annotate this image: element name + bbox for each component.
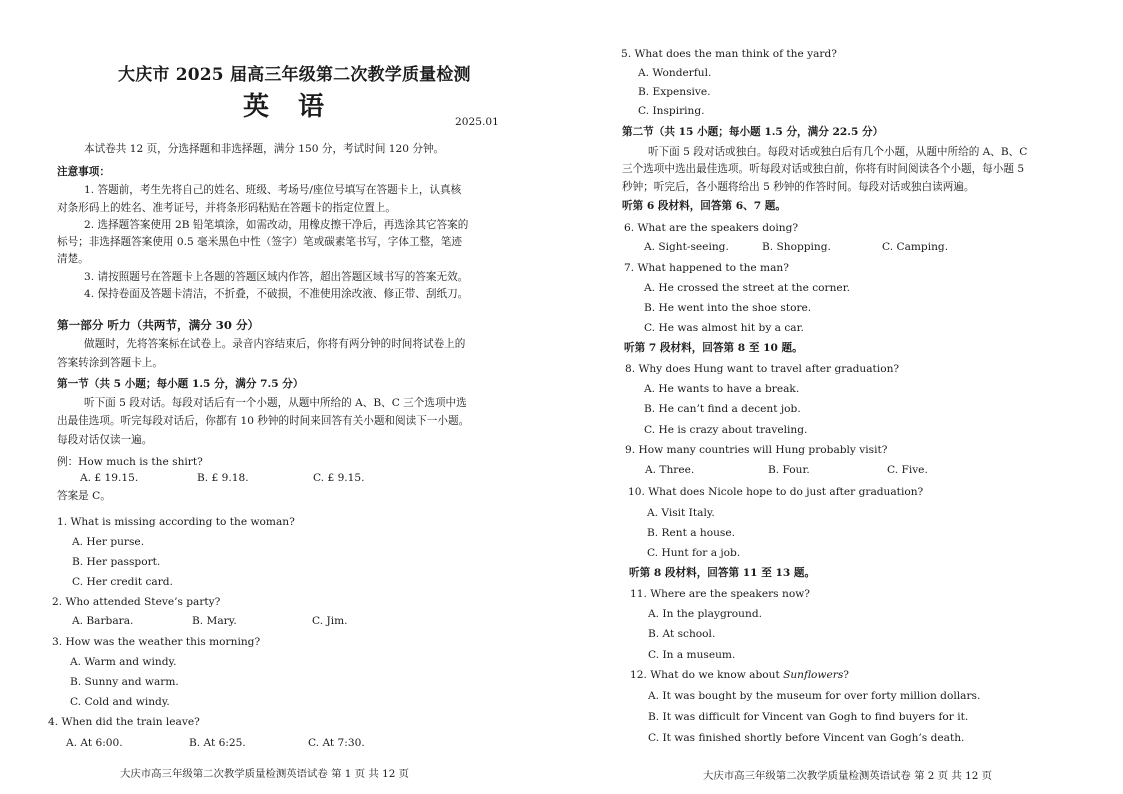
option: B. Sunny and warm. bbox=[70, 676, 179, 688]
option: B. He can’t find a decent job. bbox=[644, 403, 801, 415]
option: B. At school. bbox=[648, 628, 716, 640]
material-heading: 听第 7 段材料，回答第 8 至 10 题。 bbox=[624, 342, 803, 354]
section1-line: 出最佳选项。听完每段对话后，你都有 10 秒钟的时间来回答有关小题和阅读下一小题。 bbox=[57, 415, 470, 427]
question-9: 9. How many countries will Hung probably visit? bbox=[625, 444, 888, 456]
page-footer: 大庆市高三年级第二次教学质量检测英语试卷 第 2 页 共 12 页 bbox=[703, 770, 993, 782]
part1-heading: 第一部分 听力（共两节，满分 30 分） bbox=[57, 318, 260, 332]
material-heading: 听第 6 段材料，回答第 6、7 题。 bbox=[622, 200, 786, 212]
subject-title: 英 语 bbox=[243, 92, 335, 122]
question-2: 2. Who attended Steve’s party? bbox=[52, 596, 221, 608]
page-1 bbox=[0, 0, 561, 794]
option: C. Her credit card. bbox=[72, 576, 173, 588]
page-footer: 大庆市高三年级第二次教学质量检测英语试卷 第 1 页 共 12 页 bbox=[120, 768, 410, 780]
question-8: 8. Why does Hung want to travel after graduation? bbox=[625, 363, 900, 375]
option: C. He was almost hit by a car. bbox=[644, 322, 804, 334]
example-option: B. £ 9.18. bbox=[197, 472, 249, 484]
section2-line: 秒钟；听完后，各小题将给出 5 秒钟的作答时间。每段对话或独白读两遍。 bbox=[622, 181, 975, 193]
notice-heading: 注意事项： bbox=[57, 166, 110, 178]
option: C. It was finished shortly before Vincent van Gogh’s death. bbox=[648, 732, 965, 744]
option: B. Mary. bbox=[192, 615, 237, 627]
notice-line: 对条形码上的姓名、准考证号，并将条形码粘贴在答题卡的指定位置上。 bbox=[57, 202, 396, 214]
example-option: A. £ 19.15. bbox=[80, 472, 139, 484]
section1-heading: 第一节（共 5 小题；每小题 1.5 分，满分 7.5 分） bbox=[57, 378, 304, 390]
page-2 bbox=[562, 0, 1123, 794]
option: A. Her purse. bbox=[72, 536, 145, 548]
option: C. He is crazy about traveling. bbox=[644, 424, 808, 436]
part1-line: 答案转涂到答题卡上。 bbox=[57, 357, 163, 369]
section2-heading: 第二节（共 15 小题；每小题 1.5 分，满分 22.5 分） bbox=[622, 126, 884, 138]
option: A. It was bought by the museum for over forty million dollars. bbox=[648, 690, 981, 702]
notice-line: 4. 保持卷面及答题卡清洁，不折叠，不破损，不准使用涂改液、修正带、刮纸刀。 bbox=[84, 288, 469, 300]
question-4: 4. When did the train leave? bbox=[48, 716, 200, 728]
exam-date: 2025.01 bbox=[455, 116, 499, 128]
notice-line: 2. 选择题答案使用 2B 铅笔填涂，如需改动，用橡皮擦干净后，再选涂其它答案的 bbox=[84, 219, 469, 231]
option: C. Hunt for a job. bbox=[647, 547, 741, 559]
notice-line: 标号；非选择题答案使用 0.5 毫米黑色中性（签字）笔或碳素笔书写，字体工整，笔迹 bbox=[57, 236, 462, 248]
question-1: 1. What is missing according to the woman? bbox=[57, 516, 295, 528]
option: B. Expensive. bbox=[638, 86, 711, 98]
example-question: 例：How much is the shirt? bbox=[57, 456, 203, 468]
question-3: 3. How was the weather this morning? bbox=[52, 636, 261, 648]
question-6: 6. What are the speakers doing? bbox=[624, 222, 799, 234]
section1-line: 听下面 5 段对话。每段对话后有一个小题，从题中所给的 A、B、C 三个选项中选 bbox=[84, 397, 467, 409]
option: C. At 7:30. bbox=[308, 737, 365, 749]
option: C. In a museum. bbox=[648, 649, 736, 661]
question-10: 10. What does Nicole hope to do just after graduation? bbox=[628, 486, 924, 498]
option: A. Visit Italy. bbox=[647, 507, 715, 519]
option: A. Three. bbox=[645, 464, 695, 476]
question-7: 7. What happened to the man? bbox=[624, 262, 789, 274]
question-12-mark: ? bbox=[843, 669, 849, 681]
option: C. Jim. bbox=[312, 615, 348, 627]
section2-line: 听下面 5 段对话或独白。每段对话或独白后有几个小题，从题中所给的 A、B、C bbox=[648, 146, 1028, 158]
section2-line: 三个选项中选出最佳选项。听每段对话或独白前，你将有时间阅读各个小题，每小题 5 bbox=[622, 163, 1025, 175]
option: A. Warm and windy. bbox=[70, 656, 177, 668]
option: A. Barbara. bbox=[72, 615, 134, 627]
option: B. Four. bbox=[768, 464, 810, 476]
option: A. He crossed the street at the corner. bbox=[644, 282, 850, 294]
question-11: 11. Where are the speakers now? bbox=[630, 588, 810, 600]
example-answer: 答案是 C。 bbox=[57, 490, 111, 502]
question-12-text: 12. What do we know about bbox=[630, 669, 784, 681]
notice-line: 清楚。 bbox=[57, 253, 89, 265]
option: A. In the playground. bbox=[648, 608, 762, 620]
question-5: 5. What does the man think of the yard? bbox=[621, 48, 837, 60]
material-heading: 听第 8 段材料，回答第 11 至 13 题。 bbox=[629, 567, 816, 579]
option: C. Camping. bbox=[882, 241, 949, 253]
painting-title: Sunflowers bbox=[783, 669, 844, 681]
option: C. Inspiring. bbox=[638, 105, 705, 117]
option: B. Rent a house. bbox=[647, 527, 735, 539]
option: B. At 6:25. bbox=[189, 737, 246, 749]
option: C. Cold and windy. bbox=[70, 696, 170, 708]
intro-text: 本试卷共 12 页，分选择题和非选择题，满分 150 分，考试时间 120 分钟。 bbox=[84, 143, 445, 155]
option: A. Wonderful. bbox=[638, 67, 712, 79]
option: B. Her passport. bbox=[72, 556, 161, 568]
option: B. He went into the shoe store. bbox=[644, 302, 812, 314]
question-12 bbox=[630, 669, 849, 681]
option: B. Shopping. bbox=[762, 241, 831, 253]
notice-line: 1. 答题前，考生先将自己的姓名、班级、考场号/座位号填写在答题卡上，认真核 bbox=[84, 184, 462, 196]
part1-line: 做题时，先将答案标在试卷上。录音内容结束后，你将有两分钟的时间将试卷上的 bbox=[84, 338, 466, 350]
exam-title: 大庆市 2025 届高三年级第二次教学质量检测 bbox=[118, 65, 471, 85]
option: C. Five. bbox=[887, 464, 928, 476]
notice-line: 3. 请按照题号在答题卡上各题的答题区域内作答，超出答题区域书写的答案无效。 bbox=[84, 271, 469, 283]
option: A. Sight-seeing. bbox=[644, 241, 729, 253]
option: A. At 6:00. bbox=[66, 737, 123, 749]
option: B. It was difficult for Vincent van Gogh to find buyers for it. bbox=[648, 711, 969, 723]
example-option: C. £ 9.15. bbox=[313, 472, 365, 484]
option: A. He wants to have a break. bbox=[644, 383, 800, 395]
section1-line: 每段对话仅读一遍。 bbox=[57, 434, 153, 446]
